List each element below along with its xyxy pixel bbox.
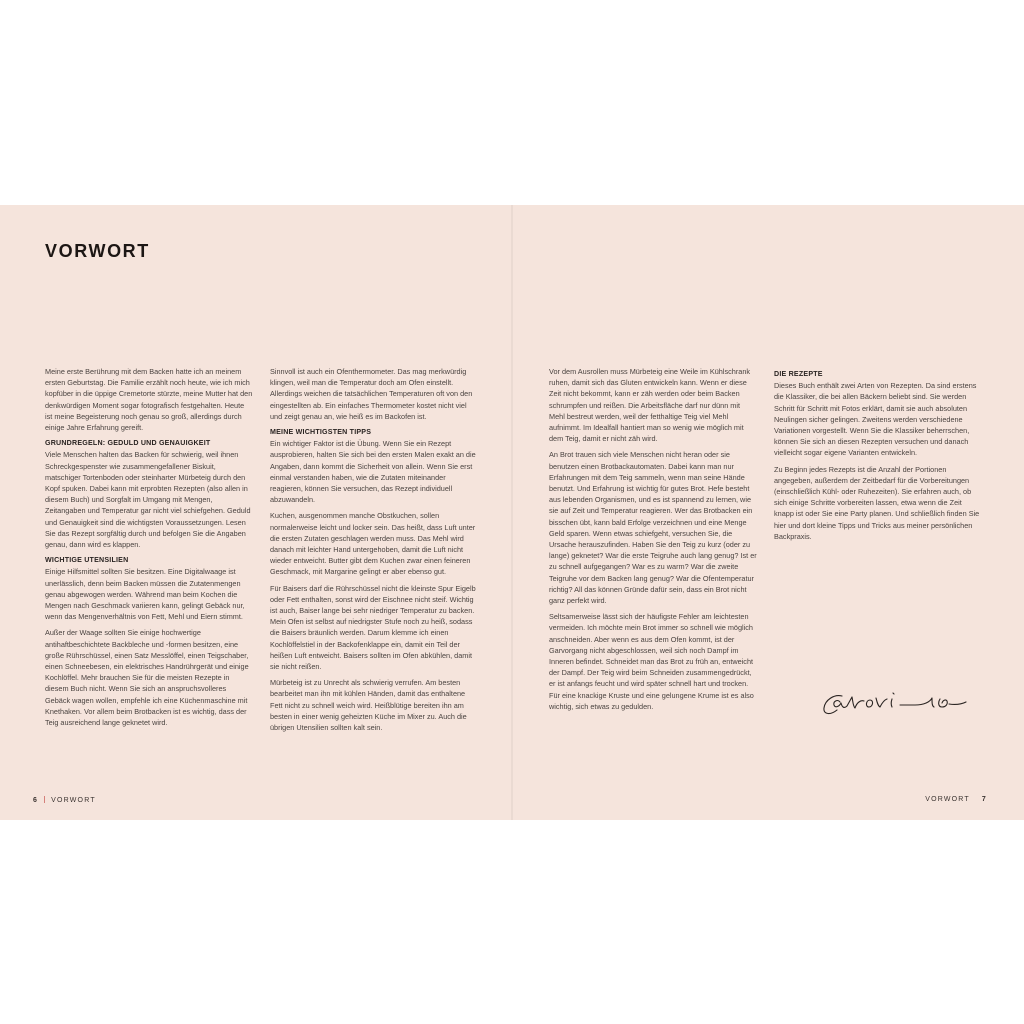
folio-right [925,796,987,803]
body-paragraph: Kuchen, ausgenommen manche Obstkuchen, sollen normalerweise leicht und locker sein. Das heißt, dass Luft unter die ersten Zutaten geschlagen werden muss. Das Mehl wird danach mit leichter Hand untergehoben, damit die Luft nicht wieder entweicht. Butter gibt dem Kuchen zwar einen feineren Geschmack, mit Margarine gelingt er aber ebenso gut. [270,511,476,577]
text-column-4 [774,366,982,547]
running-head-right: VORWORT [925,796,970,803]
body-paragraph: Mürbeteig ist zu Unrecht als schwierig verrufen. Am besten bearbeitet man ihn mit kühlen Händen, damit das enthaltene Fett nicht zu schnell weich wird. Heißblütige bereiten ihn am besten in einer wenig geheizten Küche im Mixer zu. Auch die übrigen Utensilien sollten kalt sein. [270,678,467,733]
page-title: VORWORT [45,241,150,261]
book-spread [0,205,1024,820]
body-paragraph: An Brot trauen sich viele Menschen nicht heran oder sie benutzen einen Brotbackautomaten. Dabei kann man nur Erfahrungen mit dem Teig sammeln, wenn man seine Hände benutzt. Und Erfahrung ist wichtig für gutes Brot. Hefe besteht aus lebenden Organismen, und es ist spannend zu lernen, wie sie auf Zeit und Temperatur reagieren. Wer das Brotbacken ein bisschen übt, kann bald Erfolge verzeichnen und eine Menge Geld sparen. Wenn etwas schiefgeht, versuchen Sie, die Ursache herauszufinden. Haben Sie den Teig zu kurz (oder zu lange) geknetet? War die erste Teigruhe auch lang genug? Ist er zu schnell aufgegangen? War es zu warm? War die zweite Teigruhe vor dem Backen lang genug? War die Ofentemperatur richtig? All das können Gründe dafür sein, dass ein Brot nicht ganz perfekt wird. [549,450,757,606]
section-heading: MEINE WICHTIGSTEN TIPPS [270,428,372,437]
folio-left [33,796,96,804]
body-paragraph: Für Baisers darf die Rührschüssel nicht die kleinste Spur Eigelb oder Fett enthalten, sonst wird der Eischnee nicht steif. Wichtig ist auch, Baiser lange bei sehr niedriger Temperatur zu backen. Mein Ofen ist selbst auf niedrigster Stufe noch zu heiß, sodass die Baisers bräunlich werden. Darum klemme ich einen Kochlöffelstiel in der Backofenklappe ein, damit ein Teil der heißen Luft entweicht. Baisers sollten im Ofen abkühlen, damit sie nicht reißen. [270,583,476,672]
text-column-2 [270,366,478,738]
section-heading: WICHTIGE UTENSILIEN [45,556,129,565]
section-heading: GRUNDREGELN: GEDULD UND GENAUIGKEIT [45,439,211,448]
body-paragraph: Dieses Buch enthält zwei Arten von Rezepten. Da sind erstens die Klassiker, die bei allen Bäckern beliebt sind. Sie werden Schritt für Schritt mit Fotos erklärt, damit sie auch absoluten Neulingen sicher gelingen. Zweitens werden verschiedene Variationen vorgestellt. Wenn Sie die Klassiker beherrschen, können Sie sich an diesen Rezepten versuchen und danach vielleicht sogar eigene Varianten entwickeln. [774,381,977,458]
body-paragraph: Außer der Waage sollten Sie einige hochwertige antihaftbeschichtete Backbleche und -formen besitzen, eine große Rührschüssel, einen Satz Messlöffel, einen Teigschaber, einen Schneebesen, ein elektrisches Handrührgerät und einige Kochlöffel. Mehr brauchen Sie für die meisten Rezepte in diesem Buch nicht. Wenn Sie sich an anspruchsvolleres Gebäck wagen wollen, empfehle ich eine Küchenmaschine mit Knethaken. Vor allem beim Brotbacken ist es wichtig, dass der Teig ausreichend lange geknetet wird. [45,628,249,728]
text-column-3 [549,366,757,717]
running-head-left: VORWORT [51,797,96,804]
page-fold [511,205,513,820]
body-paragraph: Sinnvoll ist auch ein Ofenthermometer. Das mag merkwürdig klingen, weil man die Temperatur doch am Ofen einstellt. Allerdings weichen die tatsächlichen Temperaturen oft von den eingestellten ab. Ein einfaches Thermometer kostet nicht viel und zeigt genau an, wie heiß es im Backofen ist. [270,367,473,421]
body-paragraph: Einige Hilfsmittel sollten Sie besitzen. Eine Digitalwaage ist unerlässlich, denn beim Backen müssen die Zutatenmengen genau abgewogen werden. Während man beim Kochen die Mengen nach Geschmack variieren kann, gelingt Gebäck nur, wenn das Mengenverhältnis von Fett, Mehl und Eiern stimmt. [45,567,245,622]
body-paragraph: Zu Beginn jedes Rezepts ist die Anzahl der Portionen angegeben, außerdem der Zeitbedarf für die Vorbereitungen (einschließlich Kühl- oder Ruhezeiten). Sie erfahren auch, ob sich einige Schritte vorbereiten lassen, etwa wenn die Zeit knapp ist oder Sie eine Party planen. Und schließlich finden Sie hier und dort kleine Tipps und Tricks aus meiner persönlichen Backpraxis. [774,464,980,541]
folio-divider [44,796,45,803]
section-heading: DIE REZEPTE [774,370,823,378]
body-paragraph: Viele Menschen halten das Backen für schwierig, weil ihnen Schreckgespenster wie zusammengefallener Biskuit, matschiger Tortenboden oder steinharter Mürbeteig durch den Kopf spuken. Dabei kann mit erprobten Rezepten (also allen in diesem Buch) und Sorgfalt im Umgang mit Mengen, Zeitangaben und Temperatur gar nicht viel schiefgehen. Geduld und Genauigkeit sind die wichtigsten Voraussetzungen. Lesen Sie das Rezept sorgfältig durch und befolgen Sie die Angaben genau, dann wird es klappen. [45,450,251,550]
body-paragraph: Ein wichtiger Faktor ist die Übung. Wenn Sie ein Rezept ausprobieren, halten Sie sich bei den ersten Malen exakt an die Angaben, dann kommt die Sicherheit von allein. Wenn Sie erst einmal verstanden haben, wie die Zutaten miteinander reagieren, können Sie versuchen, das Rezept individuell abzuwandeln. [270,439,476,505]
page-number-right: 7 [981,796,987,803]
text-column-1 [45,366,253,733]
author-signature [820,688,975,723]
body-paragraph: Meine erste Berührung mit dem Backen hatte ich an meinem ersten Geburtstag. Die Familie erzählt noch heute, wie ich mich kopfüber in die üppige Cremetorte stürzte, meine Mutter hat den denkwürdigen Moment sogar fotografisch festgehalten. Heute ist meine Begeisterung noch genau so groß, allerdings durch einige Jahre Erfahrung gereift. [45,367,253,433]
body-paragraph: Vor dem Ausrollen muss Mürbeteig eine Weile im Kühlschrank ruhen, damit sich das Gluten entwickeln kann. Wenn er diese Zeit nicht bekommt, kann er zäh werden oder beim Backen schrumpfen und reißen. Die Arbeitsfläche darf nur dünn mit Mehl bestreut werden, weil der fetthaltige Teig viel Mehl aufnimmt. Im Idealfall hantiert man so wenig wie möglich mit dem Teig, damit er nicht zäh wird. [549,367,751,444]
body-paragraph: Seltsamerweise lässt sich der häufigste Fehler am leichtesten vermeiden. Ich möchte mein Brot immer so schnell wie möglich anschneiden. Aber wenn es aus dem Ofen kommt, ist der Garvorgang nicht abgeschlossen, weil sich noch Dampf im Inneren befindet. Schneidet man das Brot zu früh an, entweicht der Dampf. Der Teig wird beim Schneiden zusammengedrückt, er ist anfangs feucht und wird später schnell hart und trocken. Für eine knackige Kruste und eine gelungene Krume ist es also wichtig, sich etwas zu gedulden. [549,612,754,711]
page-number-left: 6 [33,797,39,804]
